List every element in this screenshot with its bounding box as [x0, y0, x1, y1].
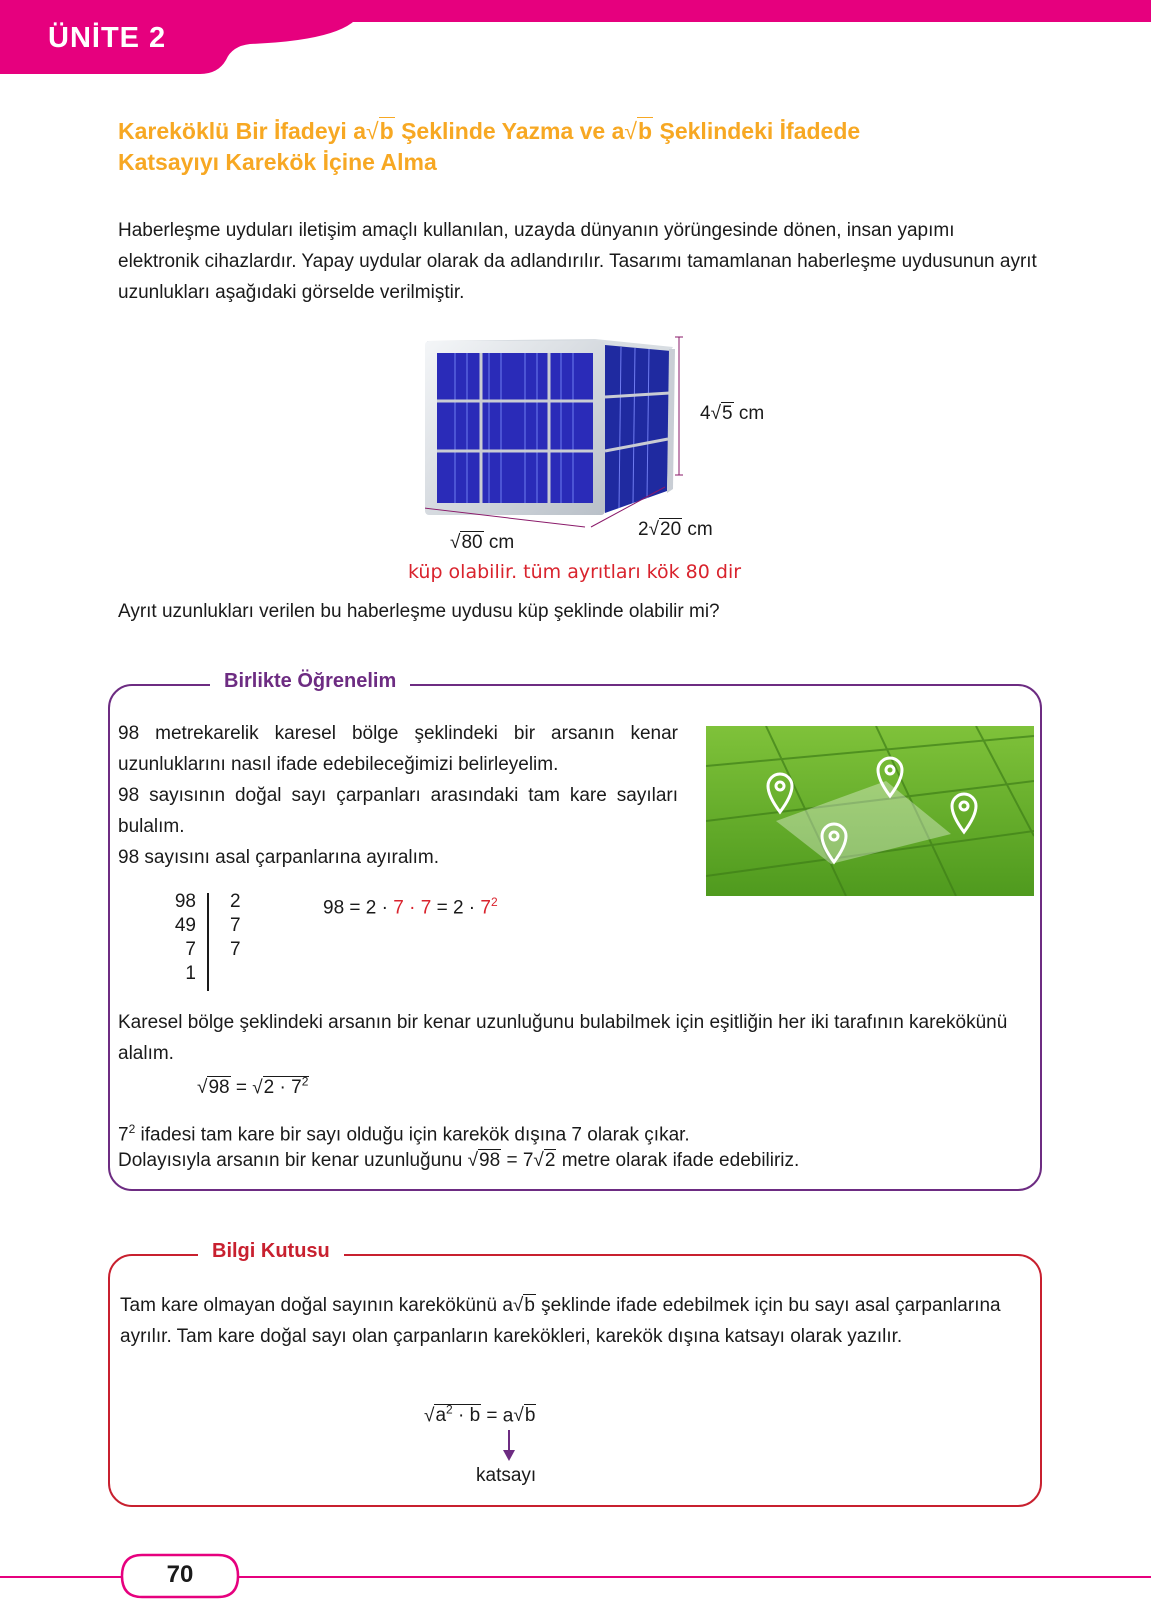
division-left: 49 — [174, 915, 196, 936]
height-dimension: 4√5 cm — [700, 403, 765, 424]
sqrt-equation: $√98 = √2 \cdot 7^2$ — [197, 1075, 309, 1099]
rule-equation: $√a^2 \cdot b = a√b$ — [424, 1403, 536, 1427]
birlikte-heading: Birlikte Öğrenelim — [210, 670, 410, 693]
unit-label: ÜNİTE 2 — [48, 22, 167, 54]
birlikte-p2: 98 sayısının doğal sayı çarpanları arasındaki tam kare sayıları bulalım. — [118, 785, 678, 837]
division-right: 7 — [230, 939, 241, 960]
title-part-3: Şeklindeki İfadede — [653, 118, 861, 144]
page-number: 70 — [166, 1561, 194, 1588]
bilgi-heading: Bilgi Kutusu — [198, 1240, 344, 1263]
title-part-1: Kareköklü Bir İfadeyi a — [118, 118, 366, 144]
division-right: 7 — [230, 915, 241, 936]
handwritten-answer: küp olabilir. tüm ayrıtları kök 80 dir — [408, 561, 742, 583]
division-left: 1 — [185, 963, 196, 984]
birlikte-p5: $7^2$ ifadesi tam kare bir sayı olduğu için karekök dışına 7 olarak çıkar. — [118, 1122, 690, 1146]
green-field-image — [706, 726, 1034, 896]
depth-dimension: 2√20 cm — [638, 519, 713, 540]
title-line-2: Katsayıyı Karekök İçine Alma — [118, 149, 437, 175]
arrow-down-icon — [502, 1430, 516, 1462]
birlikte-p6: Dolayısıyla arsanın bir kenar uzunluğunu √98 = 7√2 metre olarak ifade edebiliriz. — [118, 1150, 800, 1171]
question-text: Ayrıt uzunlukları verilen bu haberleşme uydusu küp şeklinde olabilir mi? — [118, 601, 720, 622]
birlikte-p4: Karesel bölge şeklindeki arsanın bir kenar uzunluğunu bulabilmek için eşitliğin her iki tarafının karekökünü alalım. — [118, 1012, 1008, 1064]
division-left: 7 — [185, 939, 196, 960]
division-left: 98 — [174, 891, 196, 912]
section-title — [118, 116, 1018, 178]
intro-paragraph: Haberleşme uyduları iletişim amaçlı kullanılan, uzayda dünyanın yörüngesinde dönen, insan yapımı elektronik cihazlardır. Yapay uydular olarak da adlandırılır. Tasarımı tamamlanan haberleşme uydusunun ayrıt uzunlukları aşağıdaki görselde verilmiştir. — [118, 220, 1037, 303]
bilgi-paragraph: Tam kare olmayan doğal sayının karekökünü a√b şeklinde ifade edebilmek için bu sayı asal çarpanlarına ayrılır. Tam kare doğal sayı olan çarpanların karekökleri, karekök dışına katsayı olarak yazılır. — [120, 1295, 1001, 1347]
sqrt-b-2: √b — [624, 118, 653, 144]
satellite-cube-image — [425, 335, 695, 540]
width-dimension: √80 cm — [450, 532, 515, 553]
birlikte-p3: 98 sayısını asal çarpanlarına ayıralım. — [118, 847, 440, 868]
division-right: 2 — [230, 891, 241, 912]
katsayi-label: katsayı — [476, 1465, 537, 1486]
birlikte-intro — [118, 718, 678, 873]
prime-factor-equation: $98 = 2 \cdot 7 \cdot 7 = 2 \cdot 7^2$ — [323, 895, 498, 919]
birlikte-p1: 98 metrekarelik karesel bölge şeklindeki bir arsanın kenar uzunluklarını nasıl ifade edebileceğimizi belirleyelim. — [118, 723, 678, 775]
division-line — [207, 893, 209, 991]
title-part-2: Şeklinde Yazma ve a — [394, 118, 625, 144]
sqrt-b-1: √b — [366, 118, 394, 144]
